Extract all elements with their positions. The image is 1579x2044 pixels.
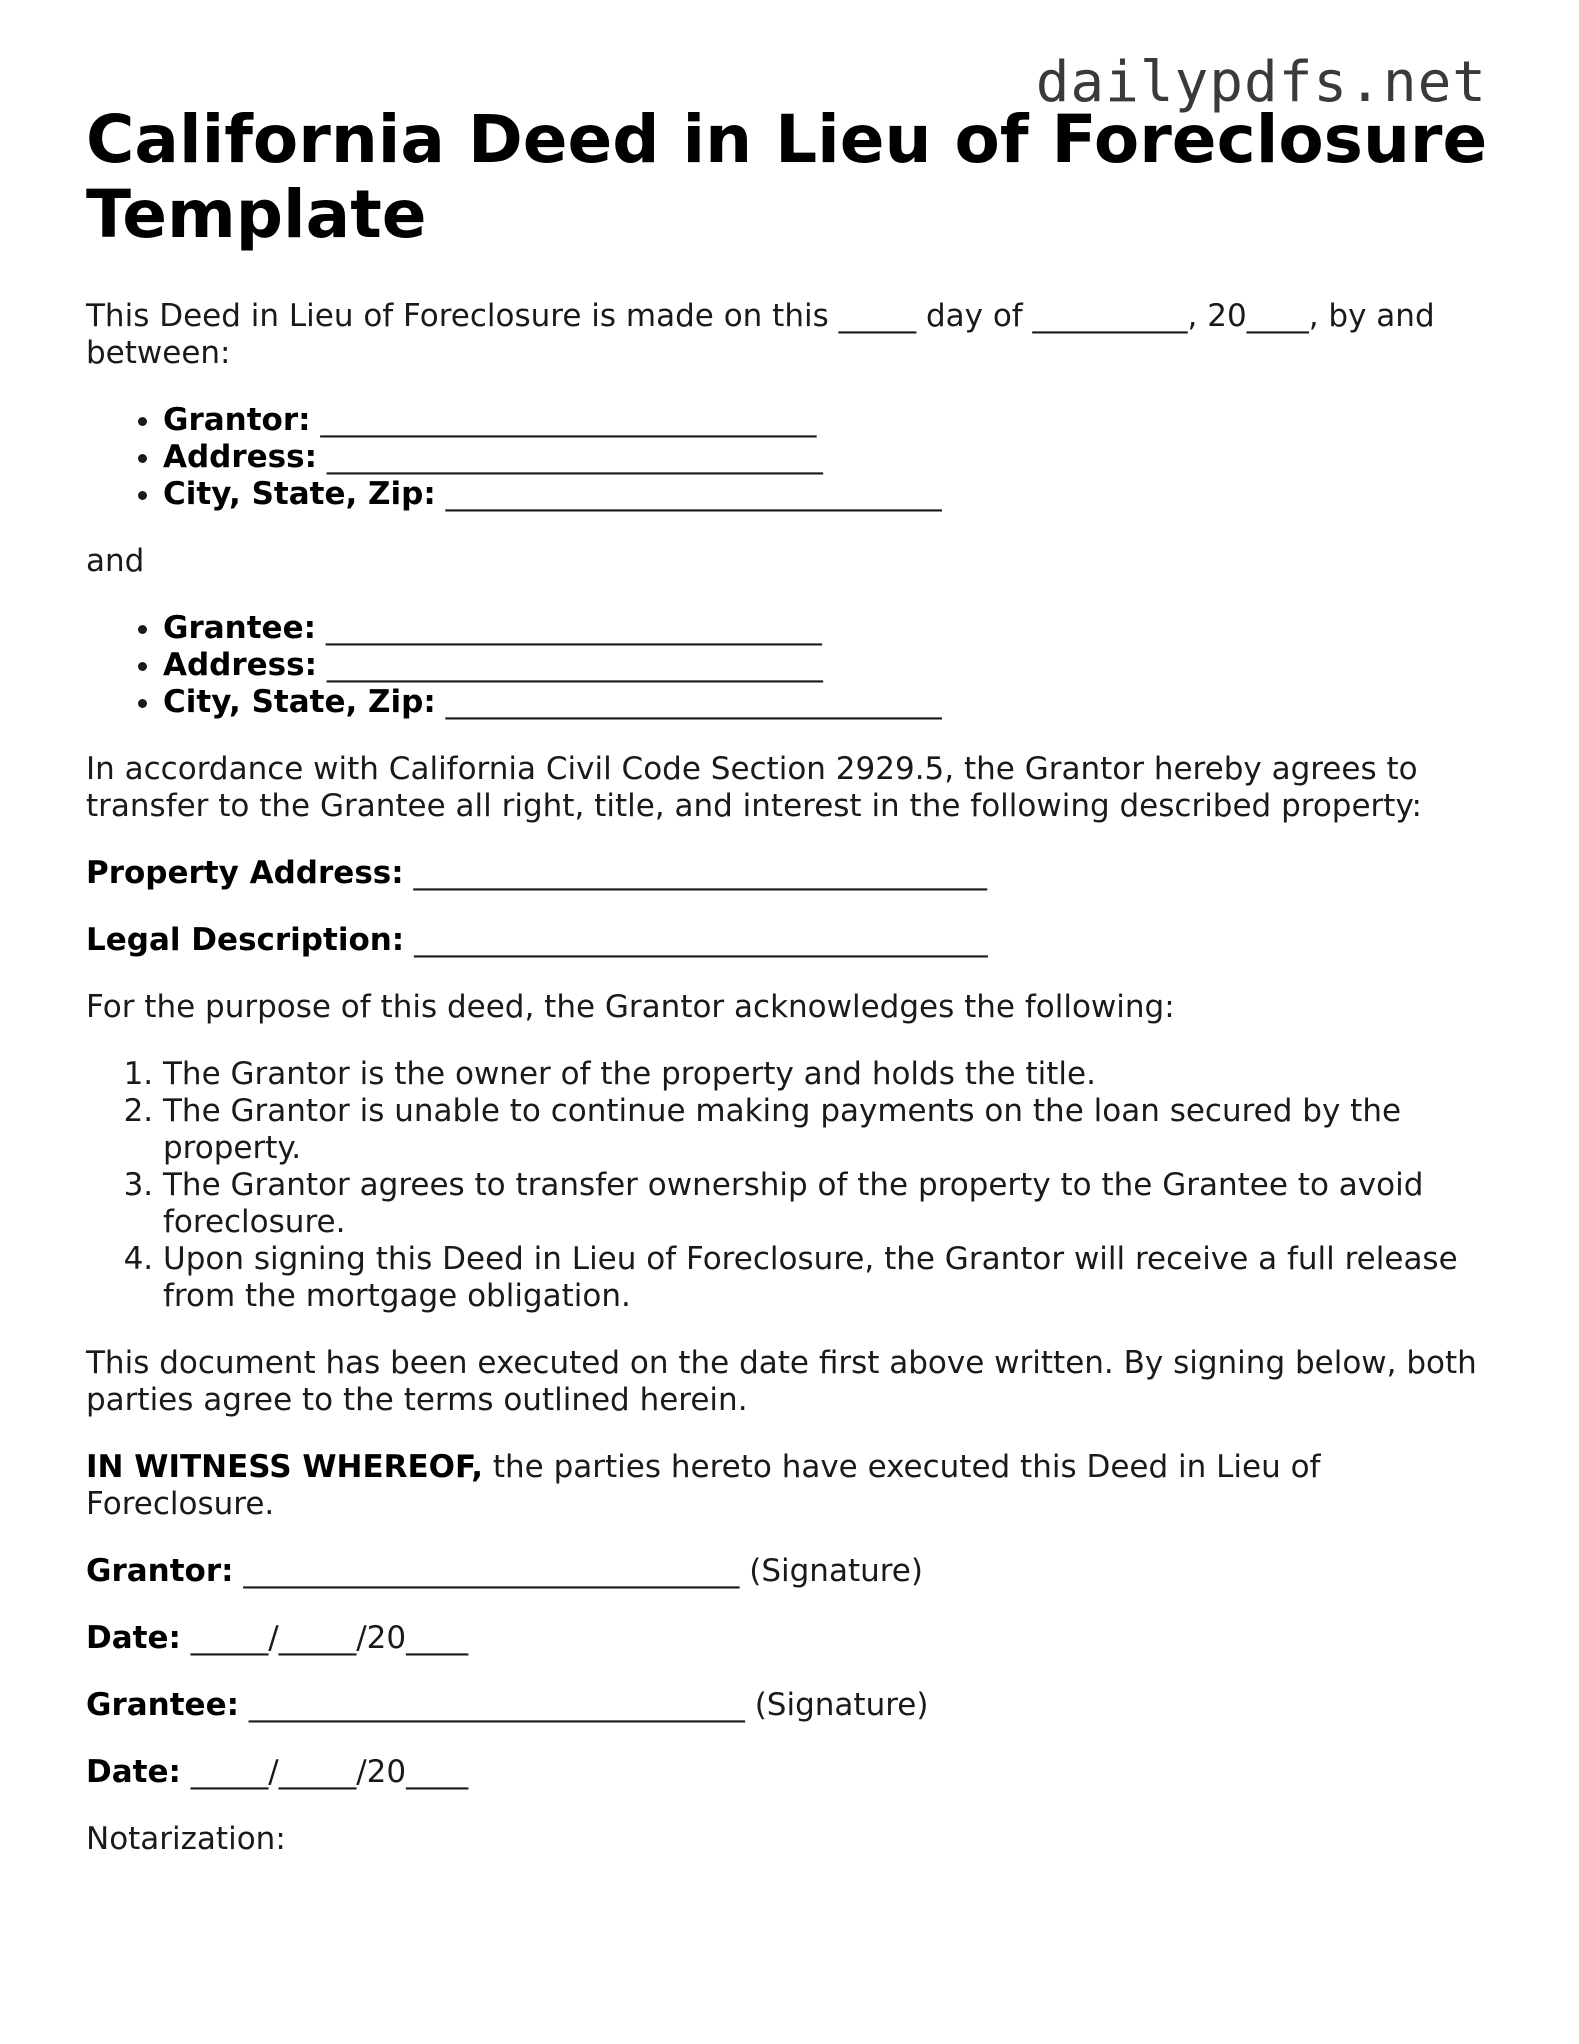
accordance-paragraph: In accordance with California Civil Code Section 2929.5, the Grantor hereby agrees to transfer to the Grantee all right, title, and interest in the following described property: bbox=[86, 751, 1422, 824]
blank-line: ________________________________ bbox=[320, 402, 817, 438]
intro-paragraph: This Deed in Lieu of Foreclosure is made on this _____ day of __________, 20____, by and between: bbox=[86, 298, 1435, 371]
field-label: Grantor: bbox=[163, 402, 311, 438]
and-text: and bbox=[86, 543, 145, 579]
executed-paragraph: This document has been executed on the date first above written. By signing below, both parties agree to the terms outlined herein. bbox=[86, 1345, 1477, 1418]
list-item: 3. The Grantor agrees to transfer ownership of the property to the Grantee to avoid foreclosure. bbox=[163, 1167, 1496, 1241]
grantee-signature-line bbox=[86, 1687, 1496, 1724]
grantee-list bbox=[86, 610, 1496, 721]
grantee-name-item bbox=[163, 610, 1496, 647]
blank-line: ________________________________ (Signature) bbox=[233, 1553, 923, 1589]
grantor-list bbox=[86, 402, 1496, 513]
blank-line: ________________________________ (Signature) bbox=[239, 1687, 929, 1723]
grantee-address-item bbox=[163, 647, 1496, 684]
grantee-date-line bbox=[86, 1754, 1496, 1791]
field-label: Date: bbox=[86, 1754, 181, 1790]
field-label: Grantor: bbox=[86, 1553, 234, 1589]
document-title: California Deed in Lieu of Foreclosure Template bbox=[86, 101, 1488, 253]
blank-line: _____________________________________ bbox=[414, 922, 988, 958]
field-label: Property Address: bbox=[86, 855, 404, 891]
blank-line: _____________________________________ bbox=[413, 855, 987, 891]
witness-paragraph bbox=[86, 1449, 1496, 1523]
list-item: 2. The Grantor is unable to continue making payments on the loan secured by the property. bbox=[163, 1093, 1496, 1167]
list-item: 4. Upon signing this Deed in Lieu of Foreclosure, the Grantor will receive a full release from the mortgage obligation. bbox=[163, 1241, 1496, 1315]
watermark: dailypdfs.net bbox=[1035, 50, 1487, 115]
acknowledgements-list bbox=[86, 1056, 1496, 1315]
field-label: Grantee: bbox=[163, 610, 316, 646]
field-label: City, State, Zip: bbox=[163, 476, 436, 512]
field-label: Address: bbox=[163, 439, 317, 475]
grantor-address-item bbox=[163, 439, 1496, 476]
grantor-signature-line bbox=[86, 1553, 1496, 1590]
blank-line: ________________________________ bbox=[325, 610, 822, 646]
blank-line: ________________________________ bbox=[445, 476, 942, 512]
list-item: 1. The Grantor is the owner of the property and holds the title. bbox=[163, 1056, 1496, 1093]
field-label: Date: bbox=[86, 1620, 181, 1656]
legal-description-line bbox=[86, 922, 1496, 959]
grantee-city-item bbox=[163, 684, 1496, 721]
blank-line: ________________________________ bbox=[326, 439, 823, 475]
grantor-city-item bbox=[163, 476, 1496, 513]
field-label: Legal Description: bbox=[86, 922, 405, 958]
grantor-name-item bbox=[163, 402, 1496, 439]
field-label: Address: bbox=[163, 647, 317, 683]
blank-line: ________________________________ bbox=[326, 647, 823, 683]
field-label: City, State, Zip: bbox=[163, 684, 436, 720]
notarization-label: Notarization: bbox=[86, 1821, 286, 1857]
blank-line: ________________________________ bbox=[445, 684, 942, 720]
grantor-date-line bbox=[86, 1620, 1496, 1657]
document-page bbox=[86, 102, 1496, 1888]
blank-line: _____/_____/20____ bbox=[180, 1754, 469, 1790]
field-label: Grantee: bbox=[86, 1687, 239, 1723]
blank-line: _____/_____/20____ bbox=[180, 1620, 469, 1656]
property-address-line bbox=[86, 855, 1496, 892]
witness-bold: IN WITNESS WHEREOF, bbox=[86, 1449, 484, 1485]
purpose-paragraph: For the purpose of this deed, the Grantor acknowledges the following: bbox=[86, 989, 1175, 1025]
witness-rest: the parties hereto have executed this Deed in Lieu of Foreclosure. bbox=[86, 1449, 1321, 1522]
